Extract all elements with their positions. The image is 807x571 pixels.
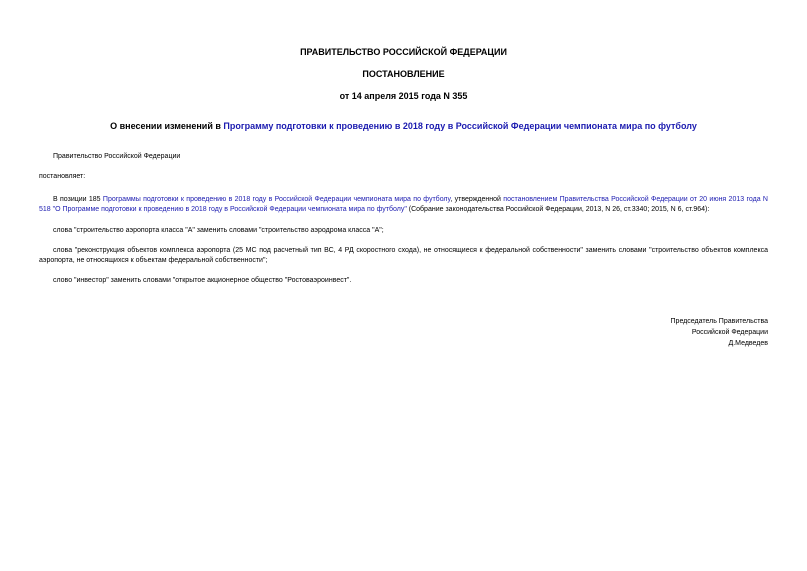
signature-organization: Российской Федерации xyxy=(691,329,768,336)
p1-part1: В позиции 185 xyxy=(53,196,103,203)
p1-part3: (Собрание законодательства Российской Федерации, 2013, N 26, ст.3340; 2015, N 6, ст.964): xyxy=(406,206,710,213)
title-program-link[interactable]: Программу подготовки к проведению в 2018 году в Российской Федерации чемпионата мира по футболу xyxy=(223,121,697,131)
paragraph-4: слово "инвестор" заменить словами "открытое акционерное общество "Ростоваэроинвест". xyxy=(53,277,352,284)
document-type-heading: ПОСТАНОВЛЕНИЕ xyxy=(362,69,445,79)
date-number-heading: от 14 апреля 2015 года N 355 xyxy=(339,91,468,101)
paragraph-1 xyxy=(39,195,768,215)
signature-position: Председатель Правительства xyxy=(670,318,768,325)
government-heading: ПРАВИТЕЛЬСТВО РОССИЙСКОЙ ФЕДЕРАЦИИ xyxy=(300,47,507,57)
intro-text: Правительство Российской Федерации xyxy=(53,153,181,160)
document-title xyxy=(0,121,807,132)
paragraph-3: слова "реконструкция объектов комплекса аэропорта (25 МС под расчетный тип ВС, 4 РД скоростного схода), не относящиеся к федеральной собственности" заменить словами "строительство объектов комплекса аэропорта, не относящихся к объектам федеральной собственности"; xyxy=(39,247,768,264)
p1-part2: , утвержденной xyxy=(450,196,504,203)
title-prefix: О внесении изменений в xyxy=(110,121,224,131)
decides-text: постановляет: xyxy=(39,173,86,180)
signature-name: Д.Медведев xyxy=(728,340,768,347)
resolution-link[interactable]: постановлением Правительства Российской Федерации от 20 июня 2013 года N 518 "О Программе подготовки к проведению в 2018 году в Российской Федерации чемпионата мира по футболу" xyxy=(39,196,768,213)
paragraph-2: слова "строительство аэропорта класса "А" заменить словами "строительство аэродрома класса "А"; xyxy=(53,227,384,234)
program-link[interactable]: Программы подготовки к проведению в 2018 году в Российской Федерации чемпионата мира по футболу xyxy=(102,196,451,203)
